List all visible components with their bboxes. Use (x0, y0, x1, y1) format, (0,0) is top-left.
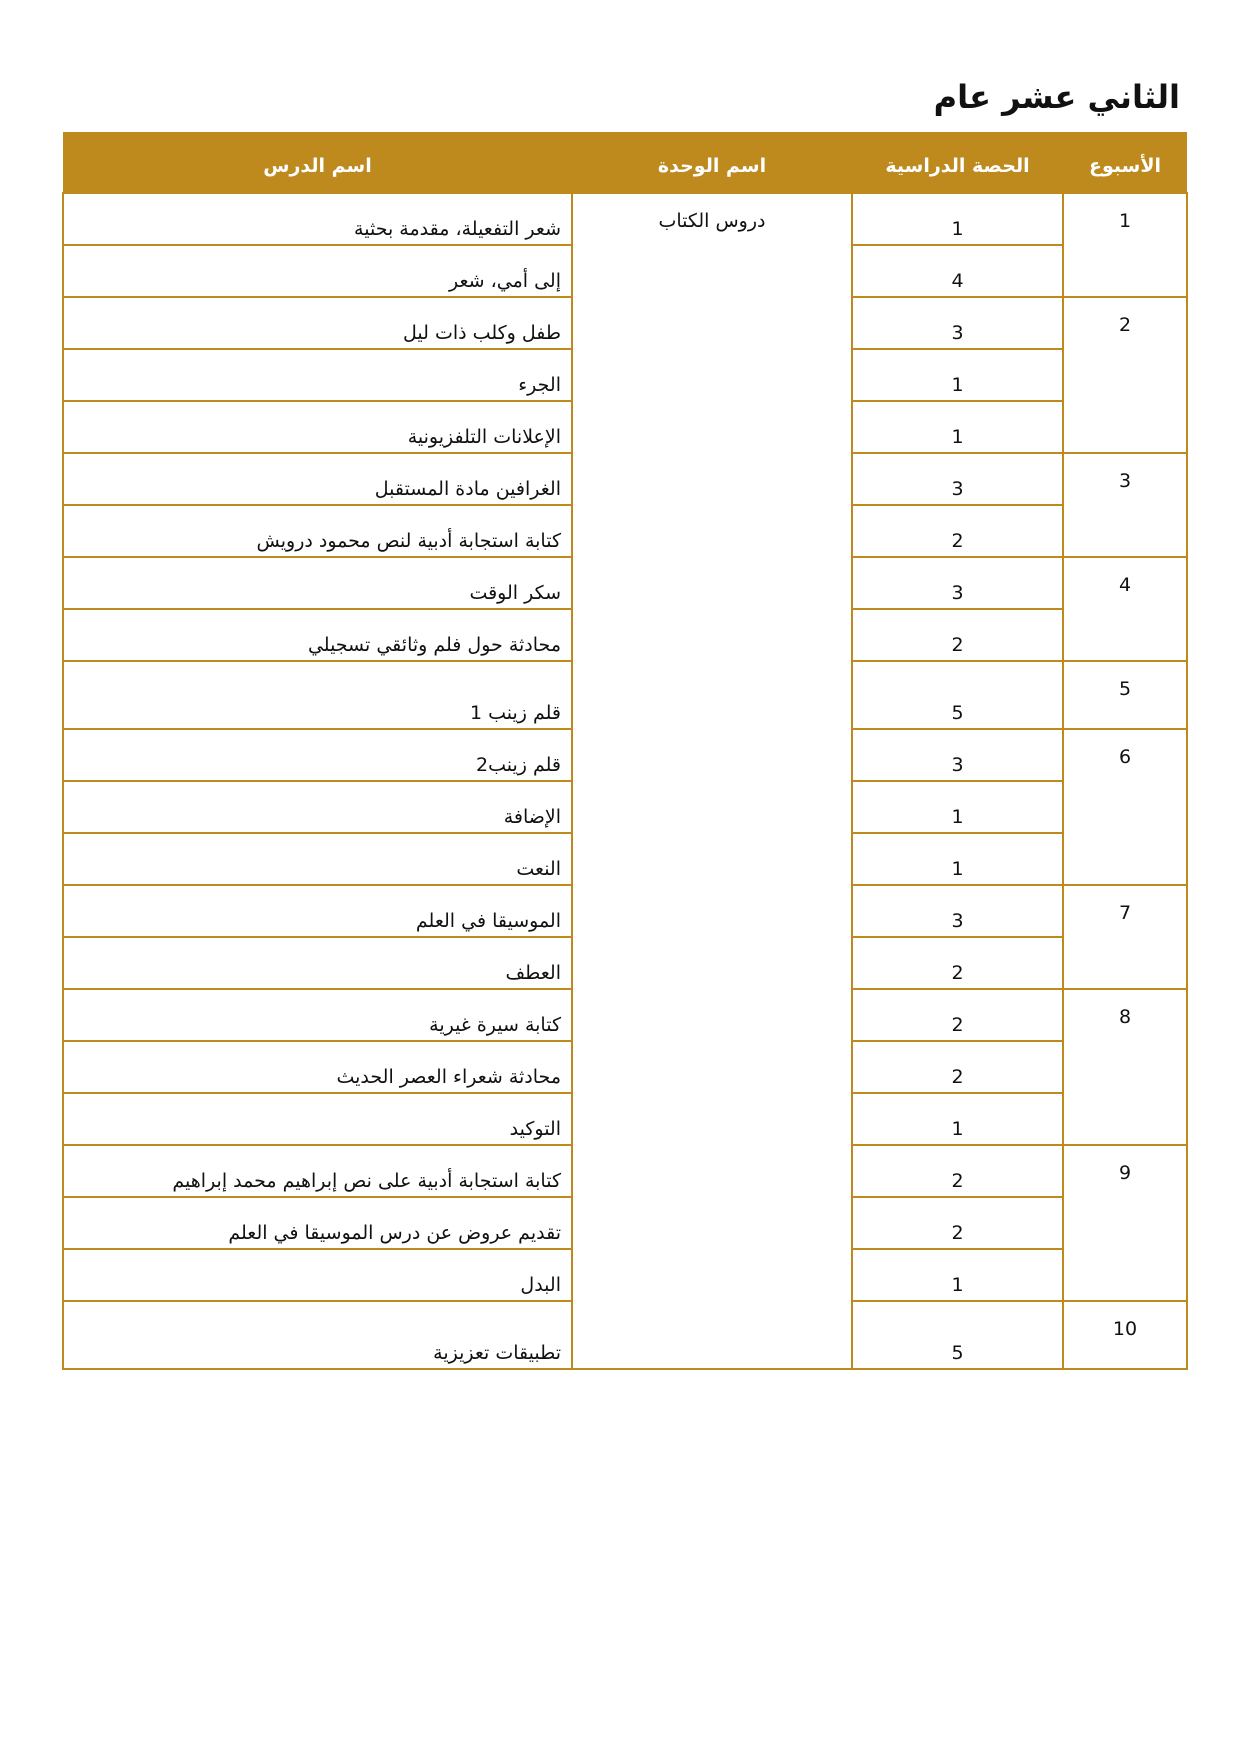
lesson-cell: كتابة استجابة أدبية على نص إبراهيم محمد إبراهيم (63, 1145, 572, 1197)
periods-cell: 2 (852, 1041, 1063, 1093)
periods-cell: 2 (852, 989, 1063, 1041)
week-cell: 9 (1063, 1145, 1187, 1301)
lesson-cell: النعت (63, 833, 572, 885)
lesson-cell: التوكيد (63, 1093, 572, 1145)
lesson-cell: طفل وكلب ذات ليل (63, 297, 572, 349)
header-lesson: اسم الدرس (63, 132, 572, 193)
week-cell: 8 (1063, 989, 1187, 1145)
lesson-cell: إلى أمي، شعر (63, 245, 572, 297)
periods-cell: 1 (852, 1093, 1063, 1145)
week-cell: 1 (1063, 193, 1187, 297)
page-title: الثاني عشر عام (933, 78, 1180, 116)
periods-cell: 2 (852, 505, 1063, 557)
periods-cell: 1 (852, 833, 1063, 885)
periods-cell: 3 (852, 453, 1063, 505)
periods-cell: 1 (852, 193, 1063, 245)
week-cell: 7 (1063, 885, 1187, 989)
periods-cell: 1 (852, 401, 1063, 453)
lesson-cell: كتابة استجابة أدبية لنص محمود درويش (63, 505, 572, 557)
periods-cell: 2 (852, 1197, 1063, 1249)
week-cell: 5 (1063, 661, 1187, 729)
week-cell: 4 (1063, 557, 1187, 661)
week-cell: 2 (1063, 297, 1187, 453)
periods-cell: 1 (852, 1249, 1063, 1301)
lesson-cell: الموسيقا في العلم (63, 885, 572, 937)
periods-cell: 2 (852, 1145, 1063, 1197)
week-cell: 10 (1063, 1301, 1187, 1369)
periods-cell: 3 (852, 297, 1063, 349)
lesson-cell: الإعلانات التلفزيونية (63, 401, 572, 453)
periods-cell: 5 (852, 1301, 1063, 1369)
lesson-cell: الجرء (63, 349, 572, 401)
periods-cell: 3 (852, 557, 1063, 609)
periods-cell: 2 (852, 609, 1063, 661)
header-periods: الحصة الدراسية (852, 132, 1063, 193)
periods-cell: 3 (852, 885, 1063, 937)
periods-cell: 1 (852, 349, 1063, 401)
unit-cell: دروس الكتاب (572, 193, 852, 1369)
lesson-cell: شعر التفعيلة، مقدمة بحثية (63, 193, 572, 245)
week-cell: 3 (1063, 453, 1187, 557)
header-week: الأسبوع (1063, 132, 1187, 193)
lesson-cell: البدل (63, 1249, 572, 1301)
lesson-cell: محادثة حول فلم وثائقي تسجيلي (63, 609, 572, 661)
periods-cell: 5 (852, 661, 1063, 729)
periods-cell: 3 (852, 729, 1063, 781)
lesson-cell: تطبيقات تعزيزية (63, 1301, 572, 1369)
table-row (63, 193, 1187, 245)
week-cell: 6 (1063, 729, 1187, 885)
lesson-cell: الإضافة (63, 781, 572, 833)
periods-cell: 2 (852, 937, 1063, 989)
lesson-cell: قلم زينب 1 (63, 661, 572, 729)
lesson-cell: قلم زينب2 (63, 729, 572, 781)
lesson-cell: سكر الوقت (63, 557, 572, 609)
lesson-cell: الغرافين مادة المستقبل (63, 453, 572, 505)
periods-cell: 1 (852, 781, 1063, 833)
lesson-cell: محادثة شعراء العصر الحديث (63, 1041, 572, 1093)
lesson-cell: العطف (63, 937, 572, 989)
lesson-plan-table (62, 132, 1188, 1370)
lesson-cell: تقديم عروض عن درس الموسيقا في العلم (63, 1197, 572, 1249)
periods-cell: 4 (852, 245, 1063, 297)
table-header-row (63, 132, 1187, 193)
lesson-cell: كتابة سيرة غيرية (63, 989, 572, 1041)
header-unit: اسم الوحدة (572, 132, 852, 193)
